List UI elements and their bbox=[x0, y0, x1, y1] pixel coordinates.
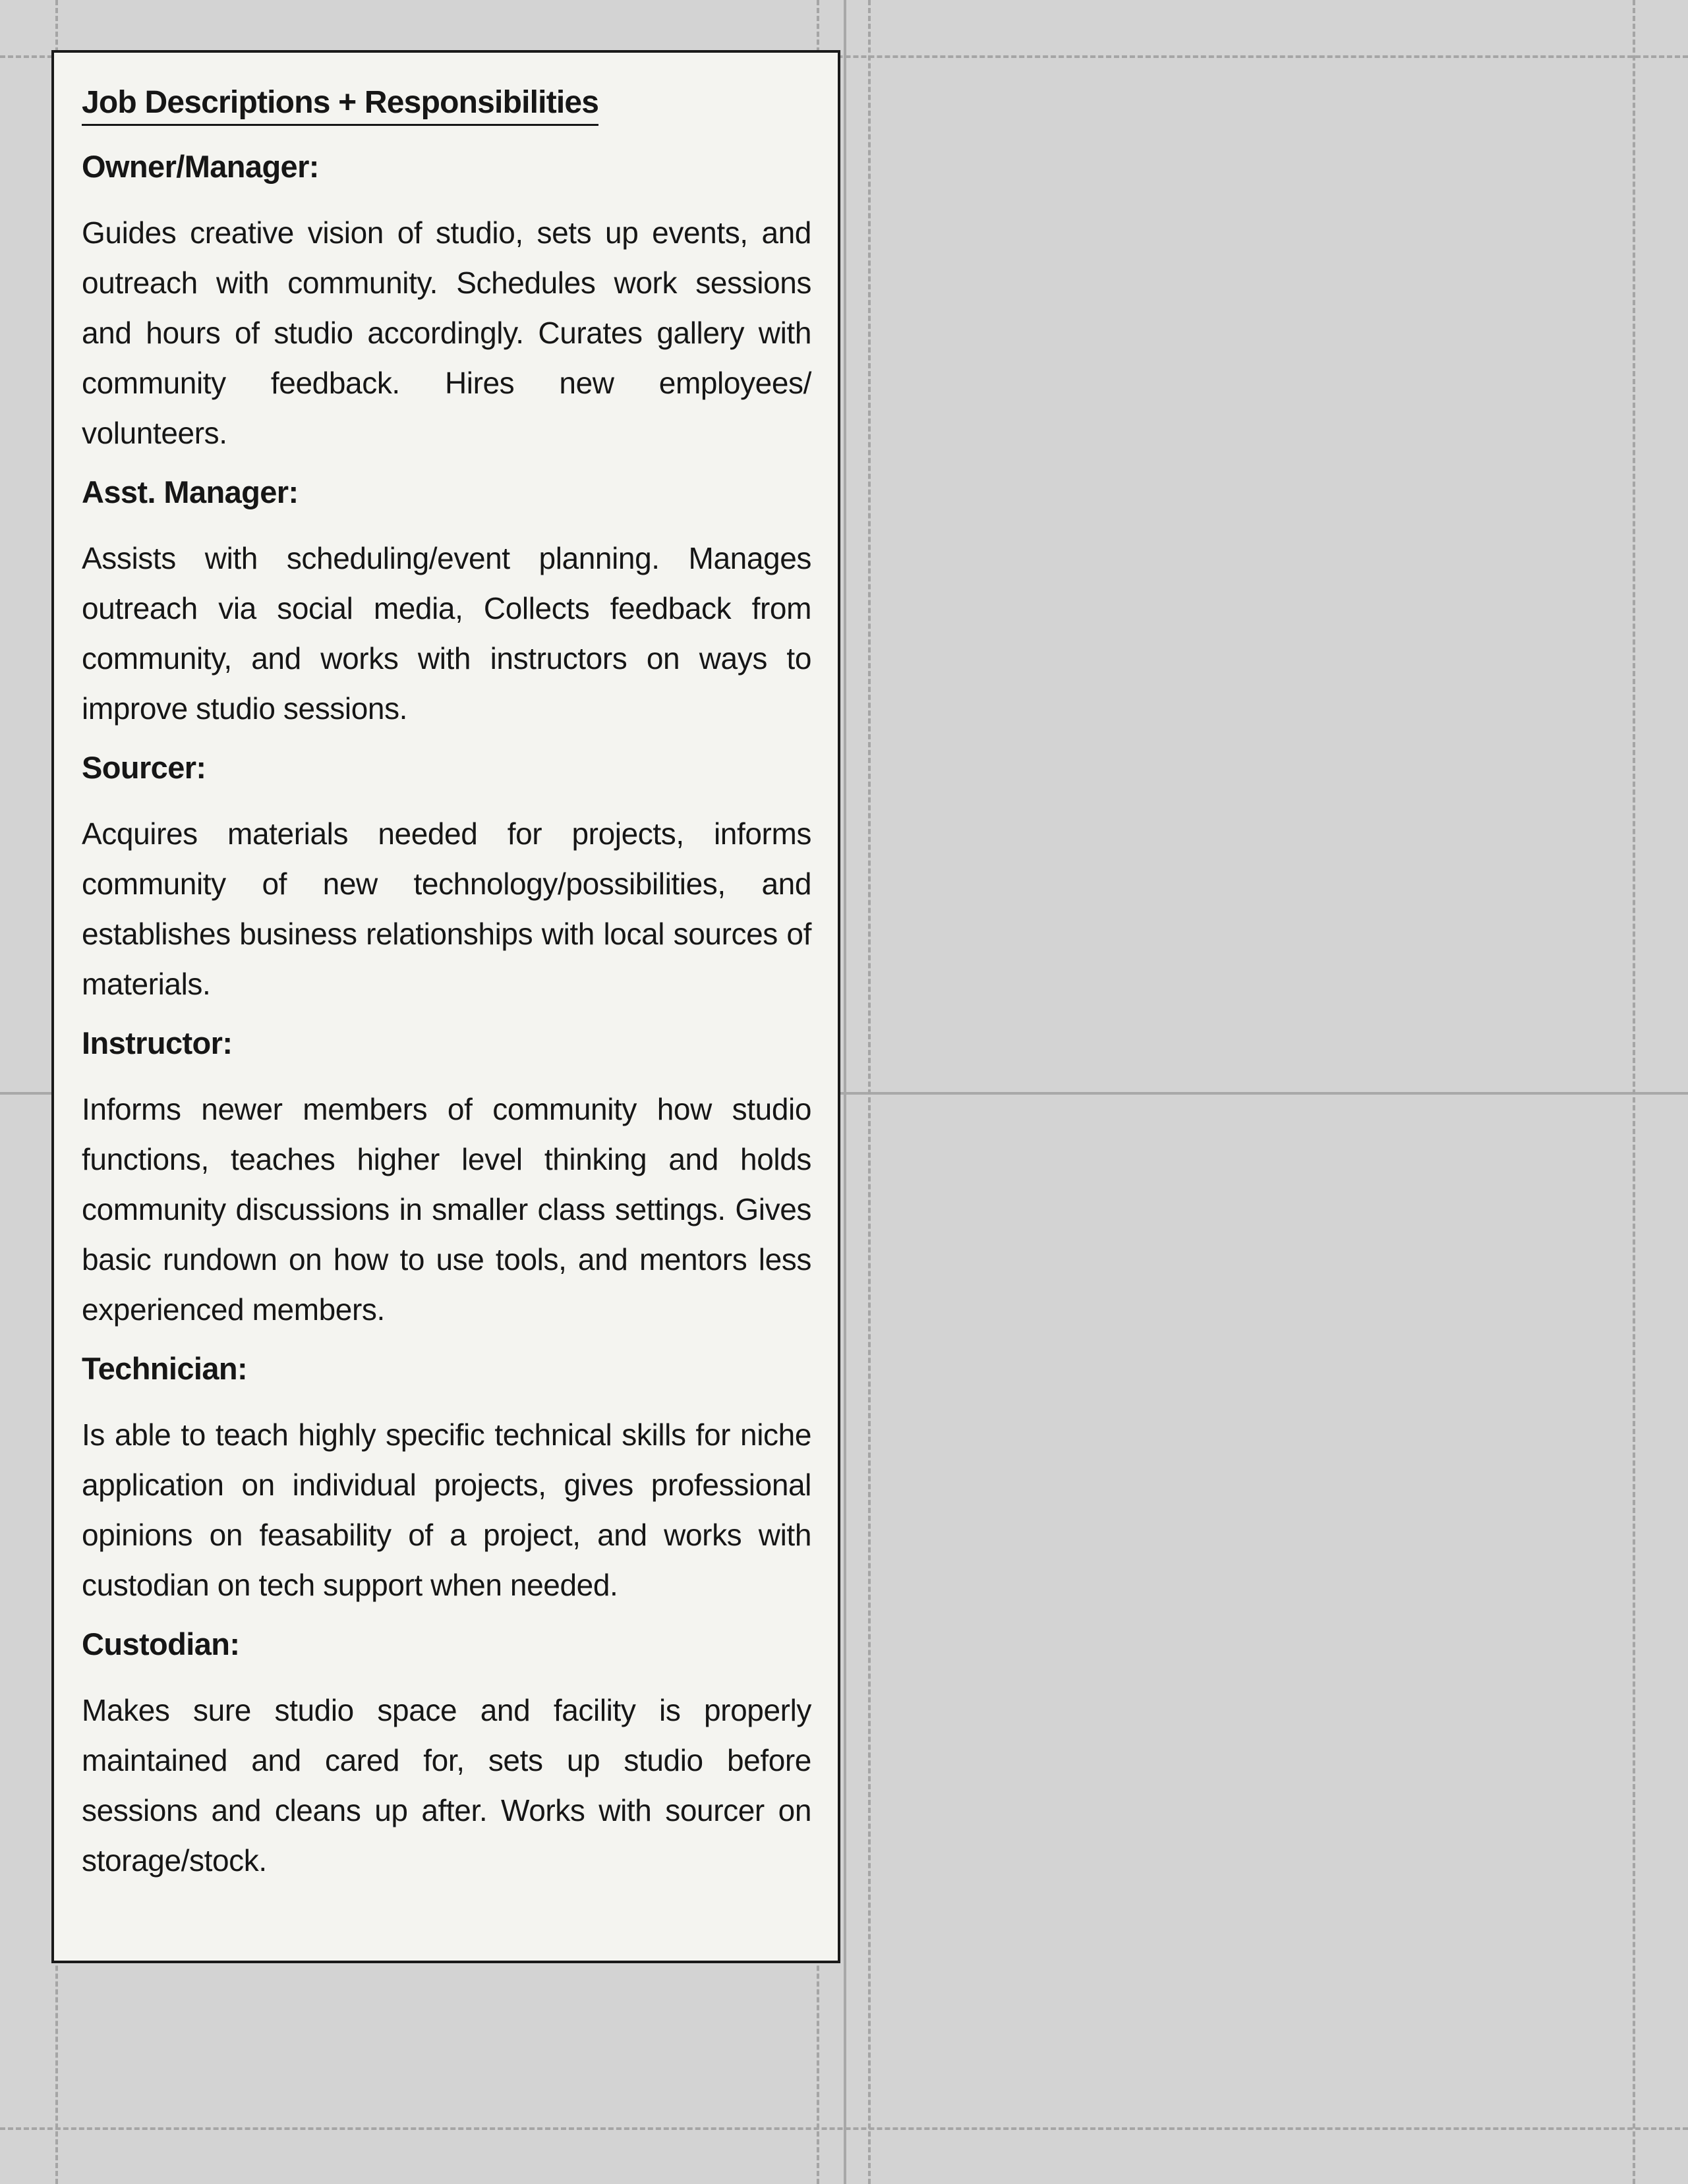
role-description: Guides creative vision of studio, sets up events, and outreach with community. Schedules work sessions and hours of studio accordingly. Curates gallery with community feedback. Hires new employees/ volunteers. bbox=[82, 216, 811, 450]
role-heading: Asst. Manager: bbox=[82, 474, 299, 509]
role-owner-manager bbox=[82, 146, 811, 458]
role-heading: Custodian: bbox=[82, 1626, 240, 1661]
role-instructor bbox=[82, 1022, 811, 1335]
role-asst-manager bbox=[82, 471, 811, 733]
role-heading: Instructor: bbox=[82, 1025, 233, 1060]
guide-line-center-vertical bbox=[844, 0, 846, 2184]
role-description: Is able to teach highly specific technical skills for niche application on individual projects, gives professional opinions on feasability of a project, and works with custodian on tech support when needed. bbox=[82, 1418, 811, 1602]
role-description: Informs newer members of community how studio functions, teaches higher level thinking and holds community discussions in smaller class settings. Gives basic rundown on how to use tools, and mentors less experienced members. bbox=[82, 1092, 811, 1327]
role-description: Makes sure studio space and facility is properly maintained and cared for, sets up studio before sessions and cleans up after. Works with sourcer on storage/stock. bbox=[82, 1693, 811, 1878]
role-sourcer bbox=[82, 747, 811, 1009]
document-title: Job Descriptions + Responsibilities bbox=[82, 82, 598, 126]
job-descriptions-card bbox=[51, 50, 840, 1963]
role-description: Assists with scheduling/event planning. Manages outreach via social media, Collects feedback from community, and works with instructors on ways to improve studio sessions. bbox=[82, 541, 811, 726]
guide-line-inner-right bbox=[868, 0, 871, 2184]
role-heading: Owner/Manager: bbox=[82, 149, 319, 184]
role-heading: Sourcer: bbox=[82, 750, 206, 785]
role-custodian bbox=[82, 1623, 811, 1885]
role-heading: Technician: bbox=[82, 1351, 248, 1386]
role-technician bbox=[82, 1348, 811, 1610]
role-description: Acquires materials needed for projects, informs community of new technology/possibilities, and establishes business relationships with local sources of materials. bbox=[82, 817, 811, 1001]
guide-line-right bbox=[1633, 0, 1635, 2184]
